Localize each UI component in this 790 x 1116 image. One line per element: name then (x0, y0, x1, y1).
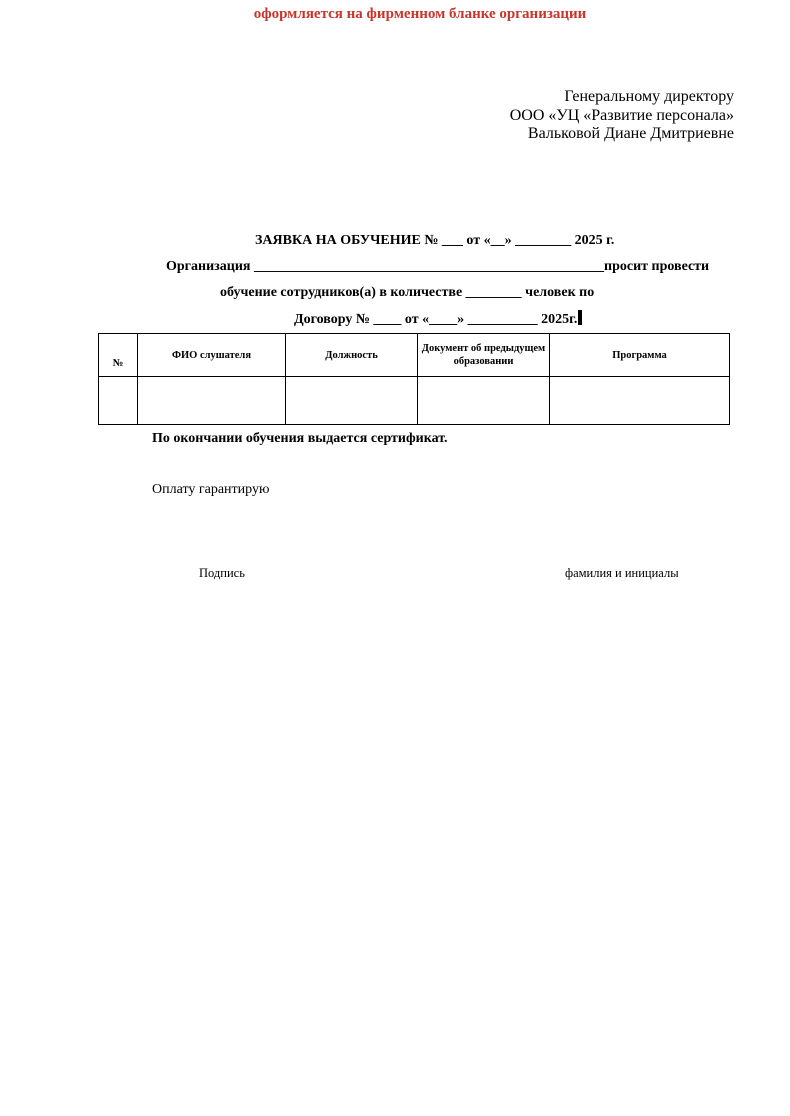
addressee-organization: ООО «УЦ «Развитие персонала» (509, 106, 734, 124)
table-cell[interactable] (99, 377, 138, 425)
addressee-name: Вальковой Диане Дмитриевне (527, 125, 734, 142)
request-contract-line (294, 310, 582, 328)
column-header-education-document: Документ об предыдущем образовании (418, 334, 550, 377)
table-cell[interactable] (550, 377, 730, 425)
column-header-program: Программа (550, 334, 730, 377)
payment-guarantee: Оплату гарантирую (152, 482, 270, 497)
table-cell[interactable] (138, 377, 286, 425)
request-organization-line: Организация __________________________________________________просит провести (166, 259, 710, 274)
request-contract-text: Договору № ____ от «____» __________ 2025г. (294, 312, 578, 327)
addressee-block (510, 88, 734, 144)
column-header-number: № (99, 334, 138, 377)
column-header-full-name: ФИО слушателя (138, 334, 286, 377)
text-cursor (578, 310, 582, 325)
letterhead-note: оформляется на фирменном бланке организации (253, 6, 587, 22)
certificate-note: По окончании обучения выдается сертификат. (152, 431, 448, 446)
request-employee-count-line: обучение сотрудников(а) в количестве ________ человек по (220, 285, 595, 300)
table-header-row (99, 334, 730, 377)
name-initials-label: фамилия и инициалы (565, 566, 679, 580)
addressee-position: Генеральному директору (564, 88, 734, 105)
table-row (99, 377, 730, 425)
table-cell[interactable] (286, 377, 418, 425)
table-cell[interactable] (418, 377, 550, 425)
column-header-position: Должность (286, 334, 418, 377)
signature-label: Подпись (199, 566, 245, 580)
students-table (98, 333, 730, 425)
request-title: ЗАЯВКА НА ОБУЧЕНИЕ № ___ от «__» ________ 2025 г. (255, 233, 615, 248)
